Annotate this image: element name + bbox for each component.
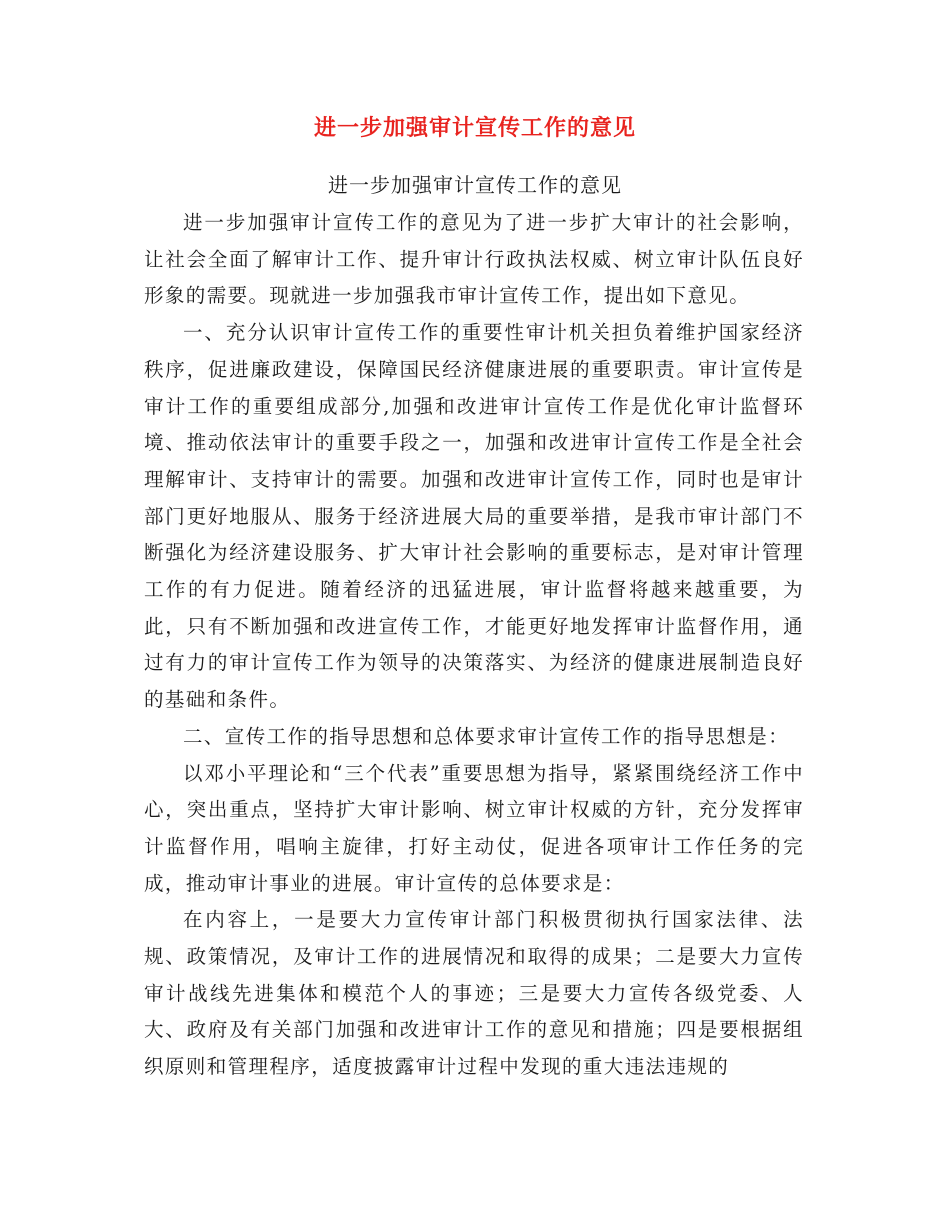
document-body [144,205,804,1086]
paragraph-intro: 进一步加强审计宣传工作的意见为了进一步扩大审计的社会影响，让社会全面了解审计工作、提升审计行政执法权威、树立审计队伍良好形象的需要。现就进一步加强我市审计宣传工作，提出如下意见。 [144,211,804,308]
paragraph-section-2-heading: 二、宣传工作的指导思想和总体要求审计宣传工作的指导思想是： [183,724,790,748]
document-subtitle: 进一步加强审计宣传工作的意见 [328,173,622,197]
paragraph-section-1: 一、充分认识审计宣传工作的重要性审计机关担负着维护国家经济秩序，促进廉政建设，保障国民经济健康进展的重要职责。审计宣传是审计工作的重要组成部分,加强和改进审计宣传工作是优化审计监督环境、推动依法审计的重要手段之一，加强和改进审计宣传工作是全社会理解审计、支持审计的需要。加强和改进审计宣传工作，同时也是审计部门更好地服从、服务于经济进展大局的重要举措，是我市审计部门不断强化为经济建设服务、扩大审计社会影响的重要标志，是对审计管理工作的有力促进。随着经济的迅猛进展，审计监督将越来越重要，为此，只有不断加强和改进宣传工作，才能更好地发挥审计监督作用，通过有力的审计宣传工作为领导的决策落实、为经济的健康进展制造良好的基础和条件。 [144,321,804,712]
document-title: 进一步加强审计宣传工作的意见 [313,116,636,141]
paragraph-guiding-thought: 以邓小平理论和“三个代表”重要思想为指导，紧紧围绕经济工作中心，突出重点，坚持扩大审计影响、树立审计权威的方针，充分发挥审计监督作用，唱响主旋律，打好主动仗，促进各项审计工作任务的完成，推动审计事业的进展。审计宣传的总体要求是： [144,761,804,895]
paragraph-content-requirements: 在内容上，一是要大力宣传审计部门积极贯彻执行国家法律、法规、政策情况，及审计工作的进展情况和取得的成果；二是要大力宣传审计战线先进集体和模范个人的事迹；三是要大力宣传各级党委、人大、政府及有关部门加强和改进审计工作的意见和措施；四是要根据组织原则和管理程序，适度披露审计过程中发现的重大违法违规的 [144,908,804,1079]
